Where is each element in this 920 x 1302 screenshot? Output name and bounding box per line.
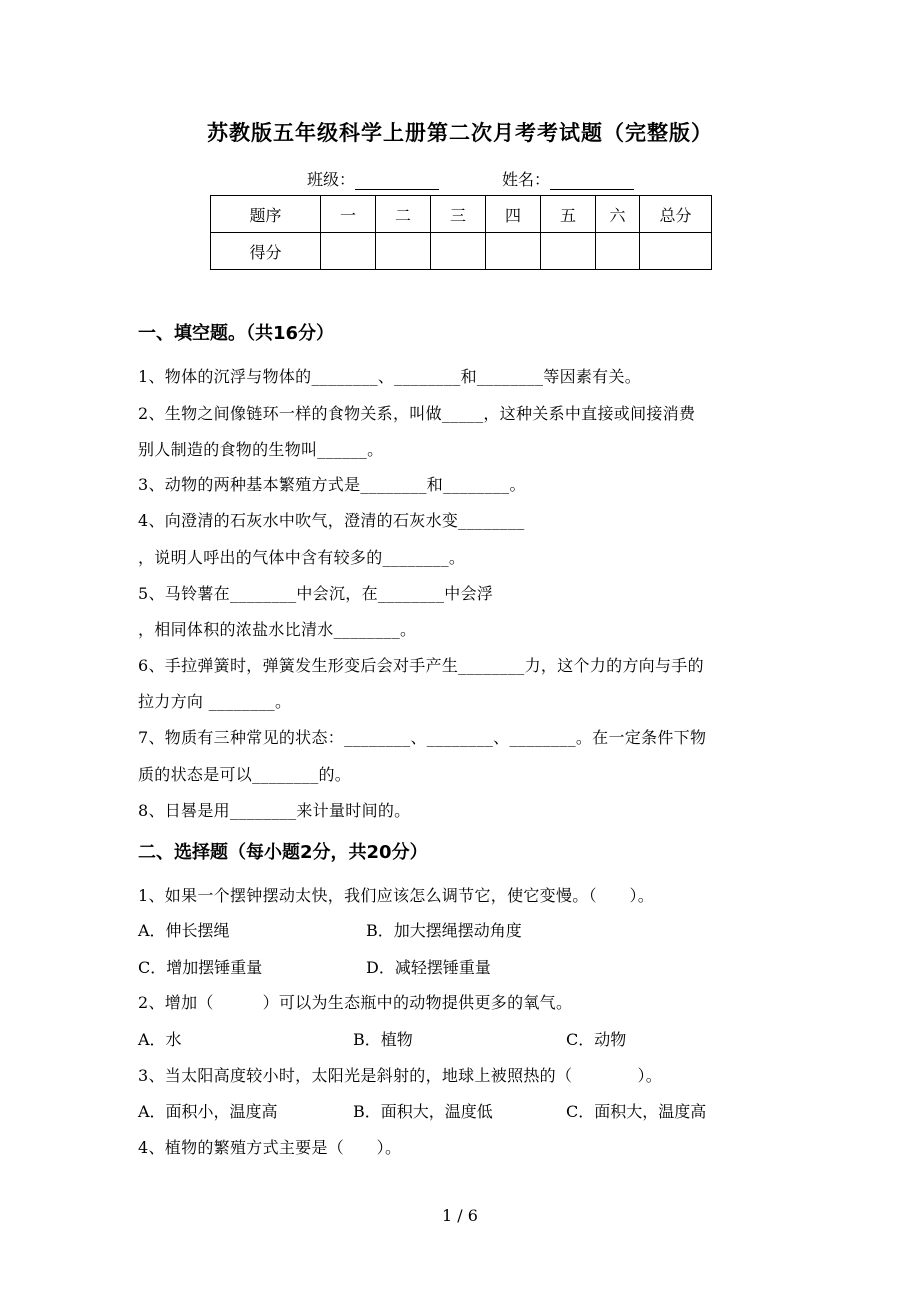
header-cell: 三 <box>431 196 486 233</box>
page-title: 苏教版五年级科学上册第二次月考考试题（完整版） <box>207 121 713 145</box>
section-heading-fill-in: 一、填空题。（共16分） <box>138 323 335 344</box>
score-cell[interactable] <box>321 233 376 270</box>
score-cell[interactable] <box>486 233 541 270</box>
header-cell: 六 <box>596 196 640 233</box>
name-blank[interactable] <box>550 171 634 190</box>
option-b[interactable]: B．植物 <box>353 1030 413 1049</box>
question-line: 4、向澄清的石灰水中吹气，澄清的石灰水变________ <box>138 511 525 530</box>
question-line: 别人制造的食物的生物叫______。 <box>138 440 384 459</box>
question-line: 8、日晷是用________来计量时间的。 <box>138 801 411 820</box>
option-a[interactable]: A．水 <box>138 1030 182 1049</box>
question-line: 质的状态是可以________的。 <box>138 765 352 784</box>
question-line: 3、动物的两种基本繁殖方式是________和________。 <box>138 475 526 494</box>
score-cell[interactable] <box>541 233 596 270</box>
question-stem: 3、当太阳高度较小时，太阳光是斜射的，地球上被照热的（ ）。 <box>138 1066 663 1085</box>
class-label: 班级： <box>307 170 356 189</box>
option-b[interactable]: B．面积大，温度低 <box>353 1102 493 1121</box>
option-b[interactable]: B．加大摆绳摆动角度 <box>366 921 522 940</box>
header-cell: 五 <box>541 196 596 233</box>
name-field <box>502 167 634 190</box>
option-a[interactable]: A．面积小，温度高 <box>138 1102 278 1121</box>
row-label-cell: 得分 <box>211 233 321 270</box>
option-c[interactable]: C．动物 <box>566 1030 627 1049</box>
option-d[interactable]: D．减轻摆锤重量 <box>366 958 491 977</box>
section-heading-choice: 二、选择题（每小题2分，共20分） <box>138 842 428 863</box>
question-line: 5、马铃薯在________中会沉，在________中会浮 <box>138 584 494 603</box>
question-line: 2、生物之间像链环一样的食物关系，叫做_____，这种关系中直接或间接消费 <box>138 404 696 423</box>
question-line: ，说明人呼出的气体中含有较多的________。 <box>138 548 466 567</box>
option-a[interactable]: A．伸长摆绳 <box>138 921 230 940</box>
class-blank[interactable] <box>355 171 439 190</box>
header-cell: 总分 <box>640 196 712 233</box>
question-stem: 2、增加（ ）可以为生态瓶中的动物提供更多的氧气。 <box>138 993 573 1012</box>
score-table <box>210 195 712 270</box>
score-cell[interactable] <box>431 233 486 270</box>
question-line: ，相同体积的浓盐水比清水________。 <box>138 620 417 639</box>
header-cell: 题序 <box>211 196 321 233</box>
score-cell[interactable] <box>376 233 431 270</box>
name-label: 姓名： <box>502 170 551 189</box>
header-cell: 四 <box>486 196 541 233</box>
option-c[interactable]: C．面积大，温度高 <box>566 1102 707 1121</box>
question-line: 6、手拉弹簧时，弹簧发生形变后会对手产生________力，这个力的方向与手的 <box>138 656 704 675</box>
question-line: 1、物体的沉浮与物体的________、________和________等因素有关。 <box>138 367 642 386</box>
score-cell[interactable] <box>596 233 640 270</box>
score-cell[interactable] <box>640 233 712 270</box>
header-cell: 二 <box>376 196 431 233</box>
question-stem: 4、植物的繁殖方式主要是（ ）。 <box>138 1138 402 1157</box>
class-field <box>307 167 439 190</box>
score-table-score-row <box>211 233 712 270</box>
question-line: 7、物质有三种常见的状态：________、________、________。在一定条件下物 <box>138 728 707 747</box>
score-table-header-row <box>211 196 712 233</box>
header-cell: 一 <box>321 196 376 233</box>
question-stem: 1、如果一个摆钟摆动太快，我们应该怎么调节它，使它变慢。（ ）。 <box>138 886 655 905</box>
question-line: 拉力方向 ________。 <box>138 692 292 711</box>
option-c[interactable]: C．增加摆锤重量 <box>138 958 263 977</box>
page-indicator: 1 / 6 <box>442 1206 478 1225</box>
